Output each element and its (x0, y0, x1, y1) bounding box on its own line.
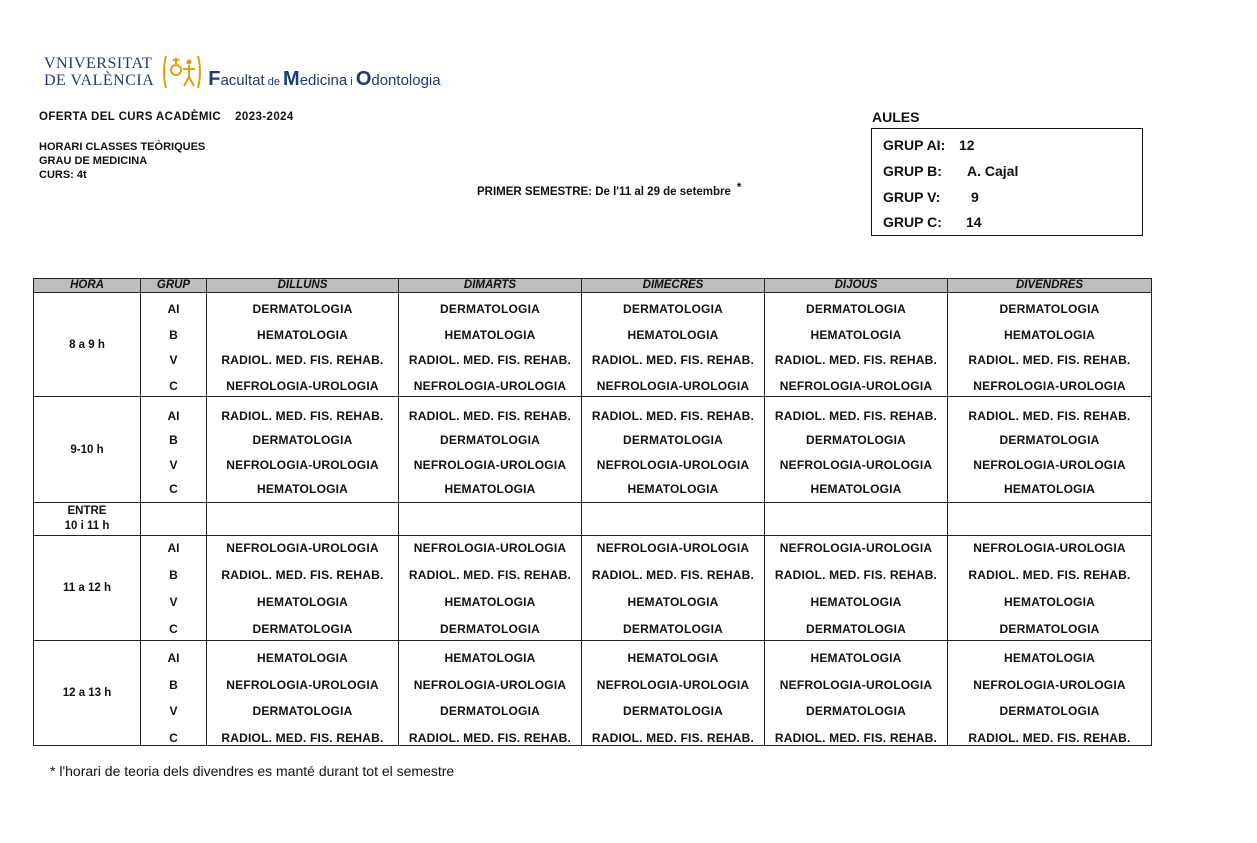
subject-cell (207, 503, 399, 536)
hour-label-line: ENTRE (67, 505, 107, 517)
column-header: DILLUNS (207, 279, 399, 293)
classroom-row (883, 137, 975, 153)
subject-label: NEFROLOGIA-UROLOGIA (973, 677, 1126, 692)
subject-label: RADIOL. MED. FIS. REHAB. (221, 568, 384, 582)
subject-label: DERMATOLOGIA (252, 704, 353, 719)
group-label: B (169, 327, 178, 342)
subject-label: RADIOL. MED. FIS. REHAB. (591, 409, 755, 423)
subject-label: DERMATOLOGIA (806, 433, 906, 448)
subject-label: HEMATOLOGIA (627, 481, 719, 496)
group-label: C (169, 622, 178, 636)
subject-label: NEFROLOGIA-UROLOGIA (413, 378, 567, 393)
subject-cell (399, 503, 582, 536)
subject-label: HEMATOLOGIA (256, 327, 349, 342)
subject-cell (765, 536, 948, 641)
subject-label: DERMATOLOGIA (252, 302, 353, 316)
subject-cell (948, 293, 1152, 397)
classroom-row (883, 214, 982, 230)
subject-label: NEFROLOGIA-UROLOGIA (779, 677, 933, 692)
subject-label: DERMATOLOGIA (623, 302, 723, 316)
subject-label: NEFROLOGIA-UROLOGIA (973, 457, 1126, 472)
subject-label: DERMATOLOGIA (806, 622, 906, 636)
subject-label: RADIOL. MED. FIS. REHAB. (774, 353, 938, 368)
schedule-row (34, 397, 1152, 503)
subject-label: HEMATOLOGIA (810, 595, 902, 609)
faculty-name: Facultat de Medicina i Odontologia (208, 67, 441, 90)
university-logo (44, 48, 441, 96)
group-label: V (169, 457, 178, 472)
schedule-table (33, 278, 1152, 746)
subject-label: HEMATOLOGIA (444, 481, 536, 496)
subject-cell (207, 641, 399, 746)
subject-label: RADIOL. MED. FIS. REHAB. (408, 353, 572, 368)
subject-label: RADIOL. MED. FIS. REHAB. (408, 409, 572, 423)
schedule-row (34, 536, 1152, 641)
subject-label: RADIOL. MED. FIS. REHAB. (221, 353, 384, 368)
subject-cell (948, 397, 1152, 503)
group-label: AI (167, 541, 180, 555)
subject-cell (765, 641, 948, 746)
schedule-header-row (34, 279, 1152, 293)
group-label: C (169, 730, 178, 745)
subject-label: NEFROLOGIA-UROLOGIA (596, 378, 750, 393)
subject-cell (399, 293, 582, 397)
subject-label: RADIOL. MED. FIS. REHAB. (408, 730, 572, 745)
subject-label: NEFROLOGIA-UROLOGIA (779, 541, 933, 555)
course-info-line: HORARI CLASSES TEÒRIQUES (39, 141, 206, 153)
subject-label: DERMATOLOGIA (999, 704, 1100, 719)
subject-cell (399, 536, 582, 641)
subject-label: HEMATOLOGIA (444, 327, 536, 342)
subject-label: DERMATOLOGIA (623, 704, 723, 719)
subject-label: NEFROLOGIA-UROLOGIA (596, 677, 750, 692)
subject-label: HEMATOLOGIA (256, 595, 349, 609)
subject-label: NEFROLOGIA-UROLOGIA (226, 457, 379, 472)
hour-cell: 9-10 h (34, 397, 141, 503)
subject-label: HEMATOLOGIA (810, 651, 902, 665)
classroom-group: GRUP AI: (883, 137, 946, 153)
subject-cell (399, 641, 582, 746)
subject-label: HEMATOLOGIA (1003, 327, 1096, 342)
hour-cell (34, 503, 141, 536)
group-label: C (169, 481, 178, 496)
subject-label: DERMATOLOGIA (440, 704, 540, 719)
subject-cell (765, 397, 948, 503)
semester-dates: PRIMER SEMESTRE: De l'11 al 29 de setembre * (477, 182, 742, 198)
hour-cell: 8 a 9 h (34, 293, 141, 397)
group-cell (141, 536, 207, 641)
subject-label: HEMATOLOGIA (810, 327, 902, 342)
subject-label: DERMATOLOGIA (623, 622, 723, 636)
subject-cell (582, 503, 765, 536)
subject-label: DERMATOLOGIA (440, 622, 540, 636)
subject-cell (207, 397, 399, 503)
subject-label: DERMATOLOGIA (806, 704, 906, 719)
classroom-number: 14 (966, 214, 982, 230)
subject-label: DERMATOLOGIA (806, 302, 906, 316)
hour-label-line: 10 i 11 h (64, 520, 110, 532)
classrooms-title: AULES (872, 109, 920, 125)
subject-label: HEMATOLOGIA (627, 595, 719, 609)
subject-cell (207, 293, 399, 397)
subject-cell (948, 503, 1152, 536)
column-header: HORA (34, 279, 141, 293)
subject-label: RADIOL. MED. FIS. REHAB. (591, 353, 755, 368)
course-info (39, 140, 205, 182)
subject-label: HEMATOLOGIA (1003, 651, 1096, 665)
classroom-group: GRUP B: (883, 163, 942, 179)
subject-label: RADIOL. MED. FIS. REHAB. (968, 568, 1131, 582)
subject-label: DERMATOLOGIA (999, 302, 1100, 316)
subject-label: DERMATOLOGIA (440, 302, 540, 316)
column-header: DIMARTS (399, 279, 582, 293)
subject-cell (582, 536, 765, 641)
subject-label: DERMATOLOGIA (999, 622, 1100, 636)
classroom-row (883, 163, 1019, 179)
subject-label: HEMATOLOGIA (810, 481, 902, 496)
subject-label: NEFROLOGIA-UROLOGIA (596, 457, 750, 472)
classroom-row (883, 189, 979, 205)
university-name-line1: VNIVERSITAT (44, 55, 153, 72)
subject-label: NEFROLOGIA-UROLOGIA (779, 457, 933, 472)
subject-label: RADIOL. MED. FIS. REHAB. (968, 730, 1131, 745)
course-info-line: GRAU DE MEDICINA (39, 155, 148, 167)
classroom-number: A. Cajal (967, 163, 1019, 179)
subject-label: HEMATOLOGIA (627, 327, 719, 342)
subject-label: NEFROLOGIA-UROLOGIA (779, 378, 933, 393)
subject-label: HEMATOLOGIA (627, 651, 719, 665)
group-cell (141, 641, 207, 746)
subject-label: NEFROLOGIA-UROLOGIA (413, 457, 567, 472)
subject-cell (399, 397, 582, 503)
subject-label: RADIOL. MED. FIS. REHAB. (221, 409, 384, 423)
group-label: B (169, 433, 178, 448)
group-label: AI (167, 651, 180, 665)
subject-label: NEFROLOGIA-UROLOGIA (413, 677, 567, 692)
subject-label: HEMATOLOGIA (256, 651, 349, 665)
subject-label: RADIOL. MED. FIS. REHAB. (968, 409, 1131, 423)
subject-cell (207, 536, 399, 641)
academic-year: 2023-2024 (235, 111, 294, 123)
column-header: DIJOUS (765, 279, 948, 293)
subject-label: DERMATOLOGIA (252, 433, 353, 448)
footnote: * l'horari de teoria dels divendres es manté durant tot el semestre (50, 763, 455, 779)
schedule-row (34, 641, 1152, 746)
subject-label: NEFROLOGIA-UROLOGIA (226, 677, 379, 692)
group-cell (141, 397, 207, 503)
subject-label: NEFROLOGIA-UROLOGIA (226, 541, 379, 555)
subject-label: DERMATOLOGIA (440, 433, 540, 448)
classroom-number: 12 (959, 137, 975, 153)
group-label: C (169, 378, 178, 393)
subject-cell (582, 641, 765, 746)
column-header: GRUP (141, 279, 207, 293)
subject-label: NEFROLOGIA-UROLOGIA (596, 541, 750, 555)
subject-label: HEMATOLOGIA (444, 651, 536, 665)
group-label: AI (167, 302, 180, 316)
subject-label: RADIOL. MED. FIS. REHAB. (774, 730, 938, 745)
subject-label: RADIOL. MED. FIS. REHAB. (591, 568, 755, 582)
subject-label: RADIOL. MED. FIS. REHAB. (774, 409, 938, 423)
subject-cell (948, 536, 1152, 641)
group-cell (141, 503, 207, 536)
footnote-marker: * (736, 182, 742, 194)
academic-year-heading: OFERTA DEL CURS ACADÈMIC 2023-2024 (39, 111, 294, 123)
subject-label: RADIOL. MED. FIS. REHAB. (591, 730, 755, 745)
column-header: DIMECRES (582, 279, 765, 293)
subject-label: DERMATOLOGIA (252, 622, 353, 636)
column-header: DIVENDRES (948, 279, 1152, 293)
course-info-line: CURS: 4t (39, 169, 87, 181)
subject-cell (948, 641, 1152, 746)
group-label: B (169, 677, 178, 692)
hour-cell: 12 a 13 h (34, 641, 141, 746)
group-label: B (169, 568, 178, 582)
subject-label: RADIOL. MED. FIS. REHAB. (408, 568, 572, 582)
schedule-row (34, 503, 1152, 536)
subject-label: NEFROLOGIA-UROLOGIA (413, 541, 567, 555)
schedule-row (34, 293, 1152, 397)
classroom-group: GRUP C: (883, 214, 942, 230)
classrooms-box (871, 128, 1143, 236)
subject-label: HEMATOLOGIA (1003, 481, 1096, 496)
university-name (44, 55, 154, 89)
classroom-number: 9 (971, 189, 979, 205)
subject-cell (582, 293, 765, 397)
subject-label: NEFROLOGIA-UROLOGIA (226, 378, 379, 393)
university-emblem-icon (160, 52, 204, 92)
subject-label: RADIOL. MED. FIS. REHAB. (968, 353, 1131, 368)
group-label: V (169, 595, 178, 609)
university-name-line2: DE VALÈNCIA (44, 72, 155, 89)
subject-label: HEMATOLOGIA (444, 595, 536, 609)
subject-label: HEMATOLOGIA (1003, 595, 1096, 609)
subject-label: DERMATOLOGIA (999, 433, 1100, 448)
subject-label: HEMATOLOGIA (256, 481, 349, 496)
group-label: V (169, 353, 178, 368)
subject-label: DERMATOLOGIA (623, 433, 723, 448)
subject-cell (582, 397, 765, 503)
subject-label: NEFROLOGIA-UROLOGIA (973, 541, 1126, 555)
group-label: AI (167, 409, 180, 423)
subject-cell (765, 293, 948, 397)
subject-cell (765, 503, 948, 536)
hour-cell: 11 a 12 h (34, 536, 141, 641)
group-label: V (169, 704, 178, 719)
subject-label: NEFROLOGIA-UROLOGIA (973, 378, 1126, 393)
group-cell (141, 293, 207, 397)
subject-label: RADIOL. MED. FIS. REHAB. (774, 568, 938, 582)
classroom-group: GRUP V: (883, 189, 941, 205)
subject-label: RADIOL. MED. FIS. REHAB. (221, 730, 384, 745)
